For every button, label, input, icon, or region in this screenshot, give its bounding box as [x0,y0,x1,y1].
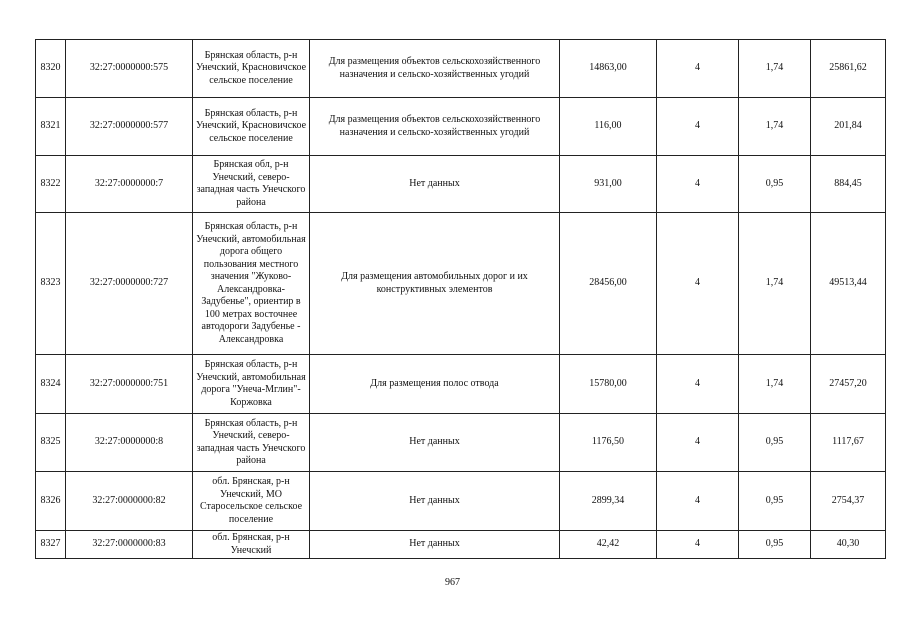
rate-cell: 1,74 [739,355,811,414]
purpose-cell: Нет данных [310,156,560,213]
row-number-cell: 8323 [36,213,66,355]
rate-cell: 0,95 [739,531,811,559]
address-cell: Брянская область, р-н Унечский, Красновичское сельское поселение [193,40,310,98]
cadastral-number-cell: 32:27:0000000:575 [66,40,193,98]
area-cell: 28456,00 [560,213,657,355]
address-cell: Брянская область, р-н Унечский, Красновичское сельское поселение [193,98,310,156]
table-row [36,355,886,414]
group-cell: 4 [657,98,739,156]
row-number-cell: 8320 [36,40,66,98]
cadastral-number-cell: 32:27:0000000:7 [66,156,193,213]
rate-cell: 0,95 [739,156,811,213]
address-cell: обл. Брянская, р-н Унечский, МО Старосельское сельское поселение [193,472,310,531]
cadastral-number-cell: 32:27:0000000:577 [66,98,193,156]
area-cell: 931,00 [560,156,657,213]
address-cell: обл. Брянская, р-н Унечский [193,531,310,559]
table-row [36,156,886,213]
purpose-cell: Для размещения объектов сельскохозяйственного назначения и сельско-хозяйственных угодий [310,40,560,98]
row-number-cell: 8322 [36,156,66,213]
value-cell: 1117,67 [811,414,886,472]
purpose-cell: Нет данных [310,414,560,472]
cadastral-number-cell: 32:27:0000000:82 [66,472,193,531]
group-cell: 4 [657,414,739,472]
cadastral-number-cell: 32:27:0000000:83 [66,531,193,559]
value-cell: 49513,44 [811,213,886,355]
area-cell: 2899,34 [560,472,657,531]
purpose-cell: Для размещения автомобильных дорог и их конструктивных элементов [310,213,560,355]
rate-cell: 1,74 [739,40,811,98]
purpose-cell: Для размещения объектов сельскохозяйственного назначения и сельско-хозяйственных угодий [310,98,560,156]
rate-cell: 1,74 [739,213,811,355]
group-cell: 4 [657,156,739,213]
value-cell: 25861,62 [811,40,886,98]
rate-cell: 0,95 [739,472,811,531]
rate-cell: 1,74 [739,98,811,156]
row-number-cell: 8326 [36,472,66,531]
cadastral-table [35,39,886,559]
cadastral-number-cell: 32:27:0000000:727 [66,213,193,355]
value-cell: 884,45 [811,156,886,213]
area-cell: 116,00 [560,98,657,156]
group-cell: 4 [657,213,739,355]
table-row [36,414,886,472]
group-cell: 4 [657,531,739,559]
area-cell: 42,42 [560,531,657,559]
address-cell: Брянская область, р-н Унечский, северо-западная часть Унечского района [193,414,310,472]
row-number-cell: 8327 [36,531,66,559]
row-number-cell: 8325 [36,414,66,472]
purpose-cell: Для размещения полос отвода [310,355,560,414]
rate-cell: 0,95 [739,414,811,472]
table-row [36,472,886,531]
value-cell: 27457,20 [811,355,886,414]
address-cell: Брянская область, р-н Унечский, автомобильная дорога общего пользования местного значения "Жуково-Александровка-Задубенье", ориентир в 100 метрах восточнее автодороги Задубенье - Александровка [193,213,310,355]
group-cell: 4 [657,472,739,531]
area-cell: 1176,50 [560,414,657,472]
purpose-cell: Нет данных [310,472,560,531]
area-cell: 14863,00 [560,40,657,98]
table-row [36,40,886,98]
table-row [36,213,886,355]
table-body [36,40,886,559]
value-cell: 40,30 [811,531,886,559]
group-cell: 4 [657,355,739,414]
purpose-cell: Нет данных [310,531,560,559]
cadastral-number-cell: 32:27:0000000:8 [66,414,193,472]
address-cell: Брянская область, р-н Унечский, автомобильная дорога "Унеча-Мглин"-Коржовка [193,355,310,414]
group-cell: 4 [657,40,739,98]
value-cell: 201,84 [811,98,886,156]
page-number: 967 [445,577,460,588]
row-number-cell: 8321 [36,98,66,156]
table-row [36,531,886,559]
value-cell: 2754,37 [811,472,886,531]
table-row [36,98,886,156]
row-number-cell: 8324 [36,355,66,414]
area-cell: 15780,00 [560,355,657,414]
cadastral-number-cell: 32:27:0000000:751 [66,355,193,414]
address-cell: Брянская обл, р-н Унечский, северо-западная часть Унечского района [193,156,310,213]
